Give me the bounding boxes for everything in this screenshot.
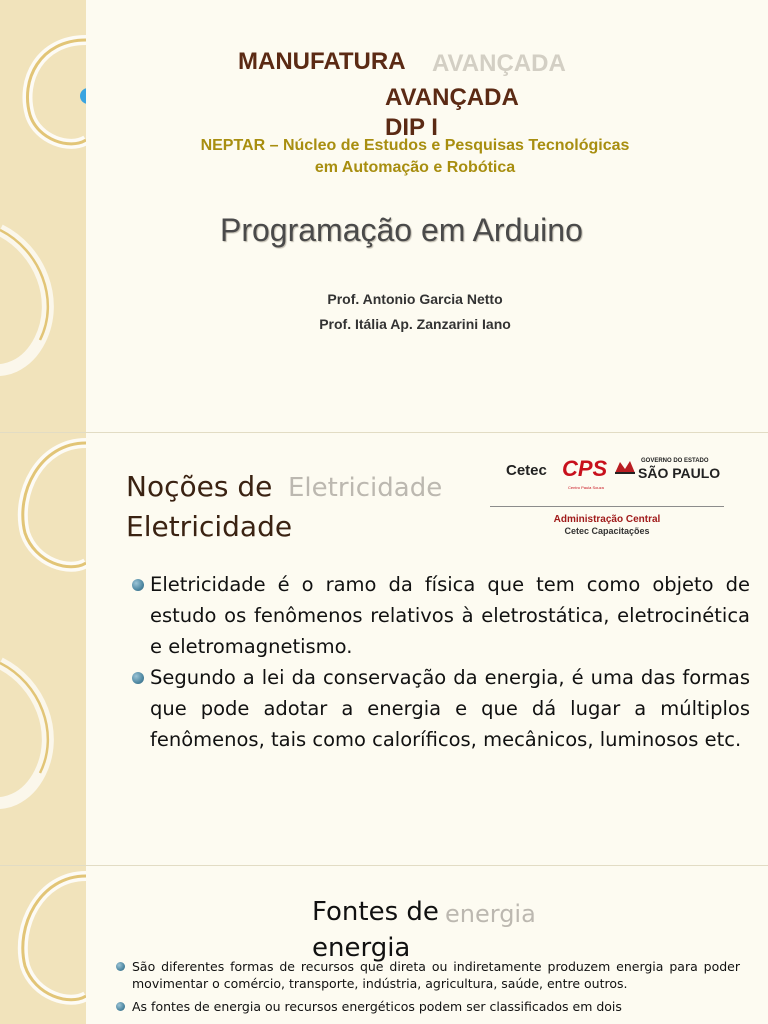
bullet-list xyxy=(114,958,740,1021)
cps-logo-caption: Centro Paula Souza xyxy=(568,485,604,490)
slide-energy-sources xyxy=(0,866,768,1024)
slide-electricity xyxy=(0,433,768,865)
bullet-icon xyxy=(116,1002,125,1011)
decorative-swirl xyxy=(0,433,86,865)
list-item xyxy=(114,998,740,1015)
bullet-icon xyxy=(132,579,144,591)
bullet-icon xyxy=(116,962,125,971)
title-ghost-text: energia xyxy=(445,900,536,928)
gov-logo-text: SÃO PAULO xyxy=(638,465,721,481)
list-item-text: Segundo a lei da conservação da energia, é uma das formas que pode adotar a energia e que dá lugar a múltiplos fenômenos, tais como caloríficos, mecânicos, luminosos etc. xyxy=(150,666,750,751)
slide-title-line1: Fontes de xyxy=(312,897,439,927)
institution-logo xyxy=(490,449,724,559)
list-item xyxy=(130,662,750,755)
author-1: Prof. Antonio Garcia Netto xyxy=(327,291,503,307)
institution-name: NEPTAR – Núcleo de Estudos e Pesquisas Tecnológicas em Automação e Robótica xyxy=(200,137,630,176)
list-item-text: Eletricidade é o ramo da física que tem como objeto de estudo os fenômenos relativos à eletrostática, eletrocinética e eletromagnetismo. xyxy=(150,573,750,658)
list-item xyxy=(114,958,740,992)
list-item-text: São diferentes formas de recursos que direta ou indiretamente produzem energia para poder movimentar o comércio, transporte, indústria, agricultura, saúde, entre outros. xyxy=(132,959,740,991)
title-line-manufatura: MANUFATURA xyxy=(238,48,406,75)
bullet-icon xyxy=(132,672,144,684)
presentation-subtitle: Programação em Arduino xyxy=(220,212,583,248)
title-ghost-text: AVANÇADA xyxy=(432,50,566,77)
decorative-swirl xyxy=(0,866,86,1024)
title-line-dip: DIP I xyxy=(385,114,438,141)
logo-divider xyxy=(490,506,724,507)
slide-title-line2: energia xyxy=(312,933,411,963)
author-2: Prof. Itália Ap. Zanzarini Iano xyxy=(319,316,511,332)
slide-title-line2: Eletricidade xyxy=(126,510,293,543)
title-ghost-text: Eletricidade xyxy=(288,473,443,503)
cps-logo: CPS xyxy=(562,456,608,481)
slide-title-line1: Noções de xyxy=(126,470,273,503)
decorative-swirl xyxy=(0,0,86,432)
logo-admin-text: Administração Central xyxy=(553,514,661,525)
bullet-list xyxy=(130,569,750,755)
list-item-text: As fontes de energia ou recursos energéticos podem ser classificados em dois xyxy=(132,999,622,1014)
gov-logo-caption: GOVERNO DO ESTADO xyxy=(641,458,709,464)
title-line-avancada: AVANÇADA xyxy=(385,84,519,111)
sao-paulo-emblem-icon xyxy=(614,459,636,475)
logo-caption-text: Cetec Capacitações xyxy=(564,526,650,536)
slide-title xyxy=(0,0,768,432)
list-item xyxy=(130,569,750,662)
cetec-logo-text: Cetec xyxy=(506,462,547,479)
